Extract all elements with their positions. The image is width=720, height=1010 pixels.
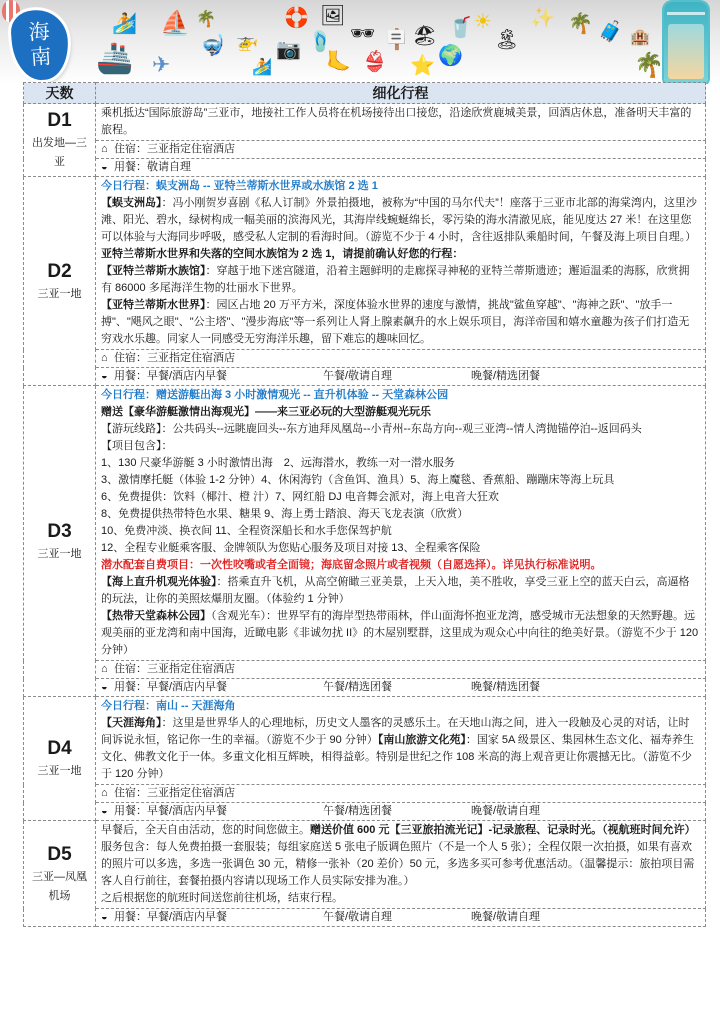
attraction-name: 【天涯海角】 [101, 717, 162, 729]
day-route: 三亚—凤凰机场 [32, 870, 87, 902]
day-row-d4 [24, 697, 706, 785]
service-text: 服务包含：每人免费拍摄一套服装；每组家庭送 5 张电子版调色照片（不是一个人 5 张）；全程仅限一次拍摄，如果有喜欢的照片可以多选，多选一张调色 30 元，精修一张补（20 差价）50 元，多选多买可参考优惠活动。（温馨提示：旅拍项目需客人自行前往，套餐拍摄内容请以现场工作人员实际安排为准。） [101, 841, 695, 887]
day-cell [24, 177, 96, 386]
day-row-d2 [24, 177, 706, 350]
stay-row [24, 785, 706, 803]
attraction-text: ：园区占地 20 万平方米，深度体验水世界的速度与激情，挑战"鲨鱼穿越"、"海神之跃"、"放手一搏"、"飓风之眼"、"公主塔"、"漫步海底"等一系列让人肾上腺素飙升的水上娱乐项目，海洋帝国和嬉水童趣为孩子们打造无穷戏水乐趣。同家人一同感受无穷海洋乐趣，留下难忘的趣味回忆。 [101, 299, 690, 345]
day-cell [24, 386, 96, 697]
lunch: 午餐/敬请自理 [323, 370, 393, 382]
house-icon: ⌂ [101, 352, 108, 364]
attraction-name: 【亚特兰蒂斯水世界】 [101, 299, 206, 311]
flip-flops-icon: 🩴 [308, 31, 333, 53]
sunglasses-icon: 🕶 [350, 23, 376, 45]
column-header-day: 天数 [24, 83, 96, 104]
table-header-row [24, 83, 706, 104]
breakfast: 早餐/酒店内早餐 [147, 911, 228, 923]
day-route: 出发地—三亚 [32, 137, 87, 168]
airplane-icon: ✈ [152, 52, 171, 77]
attraction-name: 【南山旅游文化苑】 [377, 734, 466, 746]
breakfast: 早餐/酒店内早餐 [147, 681, 228, 693]
meal-value: 敬请自理 [147, 161, 191, 173]
gift-note: 赠送价值 600 元【三亚旅拍流光记】-记录旅程、记录时光。（视航班时间允许） [310, 824, 696, 836]
included-item: 8、免费提供热带特色水果、糖果 9、海上勇士踏浪、海天飞龙表演（欣赏） [101, 508, 469, 520]
house-icon: ⌂ [101, 143, 108, 155]
breakfast: 早餐/酒店内早餐 [147, 805, 228, 817]
stay-value: 三亚指定住宿酒店 [147, 663, 235, 675]
bowl-icon: ◒ [101, 681, 108, 693]
hainan-map-logo [10, 8, 71, 82]
itinerary-title: 今日行程：赠送游艇出海 3 小时激情观光 -- 直升机体验 -- 天堂森林公园 [101, 389, 449, 401]
column-header-detail: 细化行程 [96, 83, 706, 104]
dinner: 晚餐/敬请自理 [471, 911, 541, 923]
stay-label: 住宿： [114, 352, 147, 364]
island-icon: 🌴 [568, 13, 593, 35]
bowl-icon: ◒ [101, 370, 108, 382]
day-row-d5 [24, 821, 706, 909]
gift-note: 赠送【豪华游艇激情出海观光】——来三亚必玩的大型游艇观光玩乐 [101, 406, 431, 418]
stay-row [24, 350, 706, 368]
region-label-char: 海 [27, 20, 51, 45]
beach-toys-icon: 🏝 [494, 29, 520, 51]
signpost-icon: 🪧 [384, 29, 409, 51]
dinner: 晚餐/精选团餐 [471, 681, 541, 693]
helicopter-icon: 🚁 [236, 31, 259, 51]
snorkel-icon: 🤿 [200, 35, 225, 57]
attraction-text: ：搭乘直升飞机，从高空俯瞰三亚美景，上天入地，美不胜收，享受三亚上空的蓝天白云，高逼格的玩法，让你的美照炫爆朋友圈。（体验约 1 分钟） [101, 576, 690, 605]
lunch: 午餐/精选团餐 [323, 805, 393, 817]
attraction-text: ：国家 5A 级景区、集园林生态文化、福寿养生文化、佛教文化于一体。多重文化相互辉映，相得益彰。特别是世纪之作 108 米高的海上观音更让你震撼无比。（游览不少于 120 分钟） [101, 734, 694, 780]
day-row-d3 [24, 386, 706, 661]
lunch: 午餐/精选团餐 [323, 681, 393, 693]
day-description [96, 104, 706, 141]
palm-tree-icon: 🌴 [196, 11, 216, 28]
itinerary-title: 今日行程：南山 -- 天涯海角 [101, 700, 236, 712]
day-number: D2 [47, 260, 72, 282]
meal-label: 用餐： [114, 911, 147, 923]
stay-row [24, 661, 706, 679]
day-cell [24, 104, 96, 177]
included-item: 12、全程专业艇乘客服、金牌领队为您贴心服务及项目对接 13、全程乘客保险 [101, 542, 481, 554]
stay-label: 住宿： [114, 787, 147, 799]
day-description [96, 697, 706, 785]
included-item: 10、免费冲淡、换衣间 11、全程资深船长和水手您保驾护航 [101, 525, 392, 537]
day-description [96, 177, 706, 350]
photo-icon: 🖼 [320, 5, 346, 27]
stay-row [24, 141, 706, 159]
stay-label: 住宿： [114, 143, 147, 155]
choice-note: 亚特兰蒂斯水世界和失落的空间水族馆为 2 选 1，请提前确认好您的行程： [101, 248, 464, 260]
day-number: D4 [47, 738, 72, 759]
included-item: 3、激情摩托艇（体验 1-2 分钟）4、休闲海钓（含鱼饵、渔具）5、海上魔毯、香蕉船、蹦蹦床等海上玩具 [101, 474, 615, 486]
region-label-char: 南 [29, 45, 53, 70]
lifebuoy-icon: 🛟 [284, 7, 309, 29]
house-icon: ⌂ [101, 787, 108, 799]
meal-label: 用餐： [114, 161, 147, 173]
day-description [96, 821, 706, 909]
attraction-paragraph [101, 297, 700, 348]
attraction-name: 【蜈支洲岛】 [101, 197, 162, 209]
day-description [96, 386, 706, 661]
meal-row [24, 909, 706, 927]
hotel-icon: 🏨 [630, 29, 650, 46]
day-cell [24, 821, 96, 927]
attraction-name: 【亚特兰蒂斯水族馆】 [101, 265, 206, 277]
surfboards-icon: 🏄 [252, 59, 272, 76]
day-row-d1 [24, 104, 706, 141]
header-banner [0, 0, 720, 84]
starfish-icon: ⭐ [410, 55, 435, 77]
day-cell [24, 697, 96, 821]
itinerary-table [23, 82, 706, 927]
day-route: 三亚一地 [37, 765, 82, 777]
day-number: D1 [47, 110, 72, 131]
stay-value: 三亚指定住宿酒店 [147, 352, 235, 364]
included-item: 1、130 尺豪华游艇 3 小时激情出海 2、远海潜水，教练一对一潜水服务 [101, 457, 455, 469]
sailboat-icon: ⛵ [160, 10, 190, 37]
house-icon: ⌂ [101, 663, 108, 675]
breakfast: 早餐/酒店内早餐 [147, 370, 228, 382]
route-line: 【游玩线路】：公共码头--远眺鹿回头--东方迪拜凤凰岛--小青州--东岛方向--观三亚湾--情人湾抛锚停泊--返回码头 [101, 423, 642, 435]
surfer-icon: 🏄 [112, 13, 137, 35]
attraction-name: 【热带天堂森林公园】 [101, 610, 211, 622]
meal-label: 用餐： [114, 805, 147, 817]
attraction-text: ：穿越于地下迷宫隧道，沿着主题鲜明的走廊探寻神秘的亚特兰蒂斯遗迹；邂逅温柔的海豚，欣赏拥有 86000 多尾海洋生物的壮丽水下世界。 [101, 265, 690, 294]
flippers-icon: 🦶 [326, 51, 351, 73]
ending-text: 之后根据您的航班时间送您前往机场，结束行程。 [101, 892, 343, 904]
meal-row [24, 679, 706, 697]
meal-row [24, 159, 706, 177]
sparkle-icon: ✨ [530, 7, 555, 29]
dinner: 晚餐/精选团餐 [471, 370, 541, 382]
stay-value: 三亚指定住宿酒店 [147, 143, 235, 155]
phone-promo-image [664, 2, 708, 84]
globe-icon: 🌍 [438, 45, 463, 67]
cruise-ship-icon: 🚢 [96, 42, 134, 75]
day-route: 三亚一地 [37, 287, 82, 300]
day-number: D3 [47, 520, 72, 542]
sun-icon: ☀ [474, 11, 492, 33]
drink-icon: 🥤 [448, 17, 473, 39]
description-text: 乘机抵达“国际旅游岛”三亚市，地接社工作人员将在机场接待出口接您，沿途欣赏鹿城美景，回酒店休息，准备明天丰富的旅程。 [101, 107, 692, 136]
included-item: 6、免费提供：饮料（椰汁、橙 汁）7、网红船 DJ 电音舞会派对，海上电音大狂欢 [101, 491, 499, 503]
meal-row [24, 368, 706, 386]
attraction-text: ：冯小刚贺岁喜剧《私人订制》外景拍摄地，被称为“中国的马尔代夫”！座落于三亚市北部的海棠湾内，这里沙滩、阳光、碧水，绿树构成一幅美丽的滨海风光，其海岸线蜿蜒绵长，零污染的海水清澈见底，能见度达 27 米！在这里您可以体验与大海同步呼吸，感受私人定制的看海时间。（游览不少于 4 小时，含往返排队乘船时间，午餐及海上项目自理。） [101, 197, 697, 243]
beach-ball-icon: 🏖 [412, 25, 438, 47]
itinerary-title: 今日行程：蜈支洲岛 -- 亚特兰蒂斯水世界或水族馆 2 选 1 [101, 180, 378, 192]
bowl-icon: ◒ [101, 805, 108, 817]
palm-tree-icon: 🌴 [634, 52, 664, 79]
camera-icon: 📷 [276, 39, 301, 61]
stay-value: 三亚指定住宿酒店 [147, 787, 235, 799]
attraction-paragraph [101, 715, 700, 783]
day-route: 三亚一地 [37, 547, 82, 560]
meal-row [24, 803, 706, 821]
meal-label: 用餐： [114, 370, 147, 382]
attraction-paragraph [101, 608, 700, 659]
description-text [101, 822, 700, 890]
attraction-paragraph [101, 574, 700, 608]
stay-label: 住宿： [114, 663, 147, 675]
attraction-text: （含观光车）：世界罕有的海岸型热带雨林，伴山面海怀抱亚龙湾，感受城市无法想象的天然野趣。远观美丽的亚龙湾和南中国海，近瞰电影《非诚勿扰 II》的木屋别墅群，这里成为观众心中向往的绝美好景。（游览不少于 120 分钟） [101, 610, 699, 656]
warning-note: 潜水配套自费项目：一次性咬嘴或者全面镜；海底留念照片或者视频（自愿选择）。详见执行标准说明。 [101, 559, 602, 571]
suitcase-icon: 🧳 [598, 21, 623, 43]
dinner: 晚餐/敬请自理 [471, 805, 541, 817]
intro-text: 早餐后，全天自由活动，您的时间您做主。 [101, 824, 310, 836]
bowl-icon: ◒ [101, 911, 108, 923]
attraction-paragraph [101, 263, 700, 297]
day-number: D5 [47, 843, 72, 865]
included-title: 【项目包含】： [101, 440, 173, 452]
attraction-name: 【海上直升机观光体验】 [101, 576, 217, 588]
bowl-icon: ◒ [101, 161, 108, 173]
lunch: 午餐/敬请自理 [323, 911, 393, 923]
meal-label: 用餐： [114, 681, 147, 693]
attraction-text: ：这里是世界华人的心理地标，历史文人墨客的灵感乐土。在天地山海之间，进入一段触及心灵的对话，让时间诉说永恒，铭记你一生的幸福。（游览不少于 90 分钟） [101, 717, 690, 746]
attraction-paragraph [101, 195, 700, 246]
bikini-icon: 👙 [362, 51, 387, 73]
